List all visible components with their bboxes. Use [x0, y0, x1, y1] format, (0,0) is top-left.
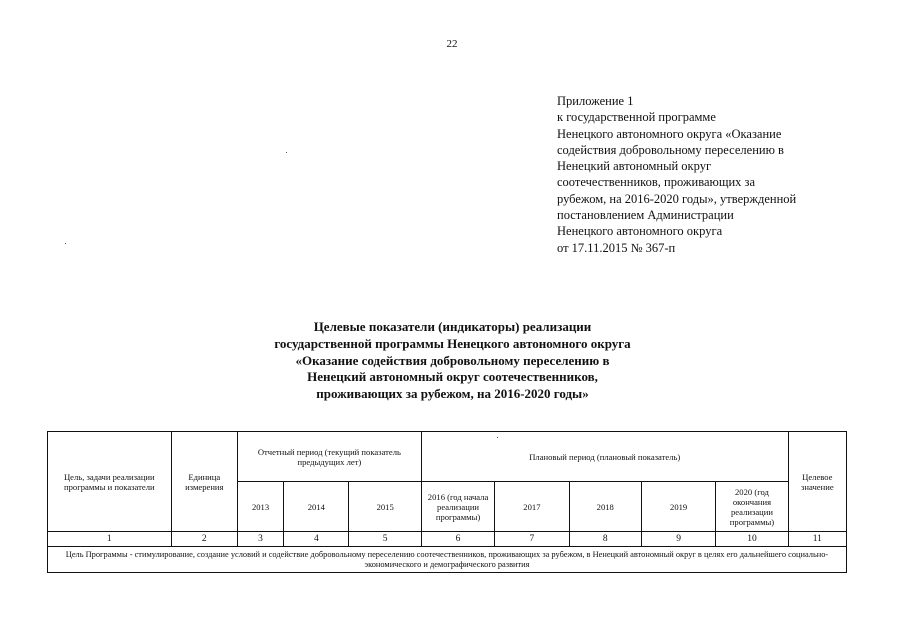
- header-goal: Цель, задачи реализации программы и показатели: [48, 432, 172, 532]
- document-title: [220, 319, 685, 403]
- header-reporting-period: Отчетный период (текущий показатель предыдущих лет): [237, 432, 421, 482]
- annex-line: Ненецкого автономного округа: [557, 224, 723, 239]
- column-number: 5: [349, 532, 421, 547]
- column-number: 9: [641, 532, 715, 547]
- scan-speck: [65, 243, 66, 244]
- indicators-table: [47, 431, 847, 573]
- column-number: 6: [421, 532, 494, 547]
- column-number: 4: [284, 532, 349, 547]
- title-line: проживающих за рубежом, на 2016-2020 годы»: [316, 386, 589, 402]
- annex-block: [557, 93, 857, 256]
- annex-line: рубежом, на 2016-2020 годы», утвержденной: [557, 191, 797, 206]
- title-line: Целевые показатели (индикаторы) реализации: [313, 319, 592, 334]
- header-year-2013: 2013: [237, 482, 283, 532]
- annex-line: соотечественников, проживающих за: [557, 175, 756, 190]
- header-year-2017: 2017: [495, 482, 569, 532]
- header-year-2020: 2020 (год окончания реализации программы): [716, 482, 788, 532]
- scan-speck: [497, 437, 498, 438]
- header-year-2015: 2015: [349, 482, 421, 532]
- annex-line: от 17.11.2015 № 367-п: [557, 240, 676, 255]
- annex-line: Приложение 1: [557, 94, 634, 108]
- header-year-2016: 2016 (год начала реализации программы): [421, 482, 494, 532]
- title-line: государственной программы Ненецкого автономного округа: [274, 335, 631, 351]
- annex-line: постановлением Администрации: [557, 208, 734, 223]
- column-number: 10: [716, 532, 788, 547]
- title-line: Ненецкий автономный округ соотечественников,: [307, 369, 598, 385]
- column-number: 11: [788, 532, 846, 547]
- column-number: 3: [237, 532, 283, 547]
- header-planned-period: Плановый период (плановый показатель): [421, 432, 788, 482]
- header-target-value: Целевое значение: [788, 432, 846, 532]
- annex-line: к государственной программе: [557, 110, 716, 125]
- page-number: 22: [446, 38, 458, 50]
- scan-speck: [286, 152, 287, 153]
- column-number: 2: [171, 532, 237, 547]
- annex-line: содействия добровольному переселению в: [557, 142, 784, 157]
- title-line: «Оказание содействия добровольному переселению в: [295, 352, 610, 368]
- program-goal-text: Цель Программы - стимулирование, создание условий и содействие добровольному переселению соотечественников, проживающих за рубежом, в Ненецкий автономный округ в целях его дальнейшего социально-экономического и демографического развития: [48, 547, 847, 573]
- header-year-2019: 2019: [641, 482, 715, 532]
- annex-line: Ненецкого автономного округа «Оказание: [557, 126, 782, 141]
- annex-line: Ненецкий автономный округ: [557, 159, 712, 174]
- header-unit: Единица измерения: [171, 432, 237, 532]
- header-year-2018: 2018: [569, 482, 641, 532]
- column-number: 1: [48, 532, 172, 547]
- column-number: 7: [495, 532, 569, 547]
- column-number: 8: [569, 532, 641, 547]
- header-year-2014: 2014: [284, 482, 349, 532]
